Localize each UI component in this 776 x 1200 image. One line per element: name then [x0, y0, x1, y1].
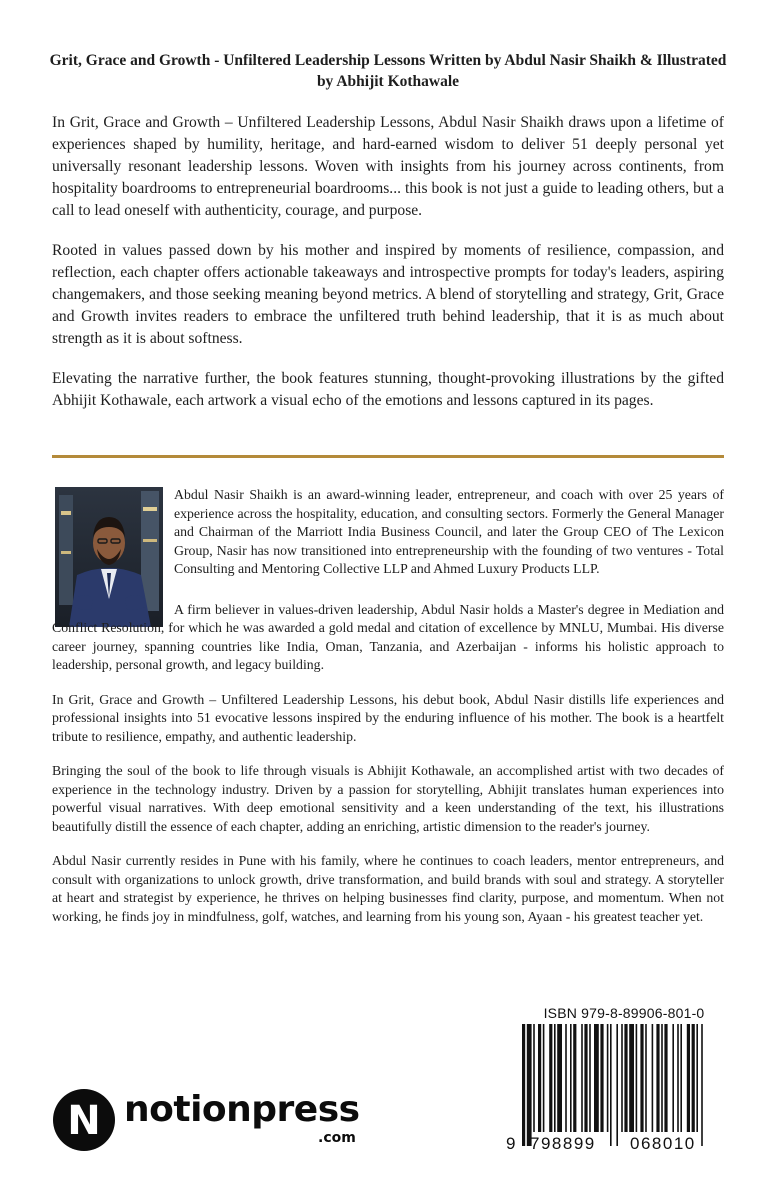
book-title: Grit, Grace and Growth - Unfiltered Leadership Lessons Written by Abdul Nasir Shaikh & Illustrated by Abhijit Kothawale — [49, 52, 727, 90]
barcode-digit-group-1: 798899 — [530, 1134, 596, 1153]
barcode-bar — [584, 1024, 587, 1132]
barcode-bar — [624, 1024, 627, 1132]
barcode-bar — [581, 1024, 583, 1132]
barcode-bar — [573, 1024, 576, 1132]
publisher-domain: .com — [318, 1130, 356, 1146]
isbn-barcode — [506, 1024, 734, 1152]
barcode-bar — [616, 1024, 618, 1146]
barcode-bar — [594, 1024, 599, 1132]
barcode-bar — [687, 1024, 690, 1132]
barcode-bar — [640, 1024, 643, 1132]
barcode-bar — [701, 1024, 703, 1146]
barcode-bar — [621, 1024, 623, 1132]
intro-section — [52, 112, 724, 430]
barcode-bar — [677, 1024, 679, 1132]
logo-mark-letter: N — [67, 1098, 101, 1144]
barcode-bar — [554, 1024, 556, 1132]
bio-paragraph-3: In Grit, Grace and Growth – Unfiltered Leadership Lessons, his debut book, Abdul Nasir distills life experiences and professional insights into 51 evocative lessons inspired by the enduring influence of his mother. The book is a heartfelt tribute to resilience, empathy, and authentic leadership. — [52, 691, 724, 744]
publisher-logo — [52, 1088, 382, 1152]
barcode-bar — [672, 1024, 674, 1132]
bio-paragraph-5: Abdul Nasir currently resides in Pune with his family, where he continues to coach leaders, mentor entrepreneurs, and consult with organizations to unlock growth, drive transformation, and build brands with soul and strategy. A storyteller at heart and strategist by experience, he thrives on helping businesses find clarity, purpose, and momentum. When not working, he finds joy in mindfulness, golf, watches, and learning from his young son, Ayaan - his greatest teacher yet. — [52, 853, 724, 924]
bio-paragraph-4: Bringing the soul of the book to life through visuals is Abhijit Kothawale, an accomplished artist with two decades of experience in the technology industry. Driven by a passion for storytelling, Abhijit translates human experiences into powerful visual narratives. With deep emotional sensitivity and a keen understanding of the text, his illustrations beautifully distill the essence of each chapter, adding an enriching, artistic dimension to the reader's journey. — [52, 763, 724, 834]
barcode-bar — [549, 1024, 552, 1132]
barcode-bar — [645, 1024, 647, 1132]
publisher-wordmark: notionpress — [124, 1089, 360, 1130]
intro-paragraph-2: Rooted in values passed down by his mother and inspired by moments of resilience, compassion, and reflection, each chapter offers actionable takeaways and introspective prompts for today's leaders, aspiring changemakers, and those seeking meaning beyond metrics. A blend of storytelling and strategy, Grit, Grace and Growth invites readers to embrace the unfiltered truth behind leadership, that it is as much about strength as it is about softness. — [52, 242, 724, 347]
notionpress-logo-icon — [52, 1088, 116, 1152]
gold-divider — [52, 455, 724, 458]
barcode-bar — [600, 1024, 603, 1132]
barcode-bar — [538, 1024, 541, 1132]
barcode-bar — [692, 1024, 695, 1132]
barcode-bar — [543, 1024, 545, 1132]
barcode-bar — [522, 1024, 525, 1146]
intro-paragraph-3: Elevating the narrative further, the book features stunning, thought-provoking illustrations by the gifted Abhijit Kothawale, each artwork a visual echo of the emotions and lessons captured in its pages. — [52, 370, 724, 409]
barcode-bar — [610, 1024, 612, 1146]
barcode-bar — [557, 1024, 562, 1132]
barcode-bar — [589, 1024, 591, 1132]
barcode-bar — [629, 1024, 634, 1132]
barcode-bar — [652, 1024, 654, 1132]
barcode-bar — [661, 1024, 663, 1132]
barcode-bar — [680, 1024, 682, 1132]
barcode-digit-first: 9 — [506, 1134, 517, 1153]
barcode-bar — [607, 1024, 609, 1132]
barcode-bar — [527, 1024, 532, 1146]
barcode-bar — [565, 1024, 567, 1132]
barcode-bar — [570, 1024, 572, 1132]
barcode-bar — [664, 1024, 667, 1132]
bio-paragraph-2: A firm believer in values-driven leadership, Abdul Nasir holds a Master's degree in Mediation and Conflict Resolution, for which he was awarded a gold medal and citation of excellence by MNLU, Mumbai. His diverse career journey, spanning countries like India, Oman, Tanzania, and Azerbaijan - informs his holistic approach to leadership, personal growth, and legacy building. — [52, 601, 724, 672]
barcode-bar — [533, 1024, 535, 1132]
barcode-bar — [656, 1024, 659, 1132]
barcode-digit-group-2: 068010 — [630, 1134, 696, 1153]
author-bio-section — [52, 486, 724, 926]
isbn-label: ISBN 979-8-89906-801-0 — [543, 1005, 705, 1021]
barcode-bar — [636, 1024, 638, 1132]
intro-paragraph-1: In Grit, Grace and Growth – Unfiltered Leadership Lessons, Abdul Nasir Shaikh draws upon a lifetime of experiences shaped by humility, heritage, and hard-earned wisdom to deliver 51 deeply personal yet universally resonant leadership lessons. Woven with insights from his journey across continents, from hospitality boardrooms to entrepreneurial boardrooms... this book is not just a guide to leading others, but a call to lead oneself with authenticity, courage, and purpose. — [52, 114, 724, 219]
barcode-bar — [696, 1024, 698, 1132]
bio-paragraph-1: Abdul Nasir Shaikh is an award-winning leader, entrepreneur, and coach with over 25 years of experience across the hospitality, education, and consulting sectors. Formerly the General Manager and Chairman of the Marriott India Business Council, and later the Group CEO of The Lexicon Group, Nasir has now transitioned into entrepreneurship with the founding of two ventures - Total Consulting and Mentoring Collective LLP and Ahmed Luxury Products LLP. — [174, 487, 724, 576]
